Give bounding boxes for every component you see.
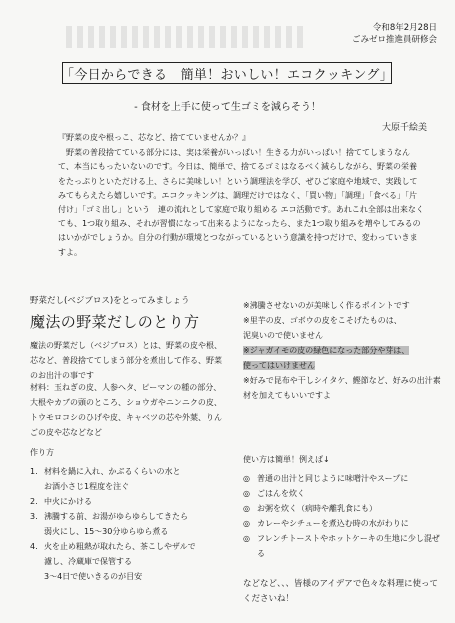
uses-header: 使い方は簡単！例えば↓ <box>243 455 330 464</box>
bullet-icon: ◎ <box>243 474 250 483</box>
faded-background-text <box>66 26 306 48</box>
step-text-cont: 弱火にし、15〜30分ゆらゆら煮る <box>44 527 169 536</box>
tip-text: 泥臭いので使いません <box>243 331 323 340</box>
step-text-cont: 濾し、冷蔵庫で保管する <box>44 557 132 566</box>
materials-text: 材料：玉ねぎの皮、人参ヘタ、ピーマンの種の部分、大根やカブの頭のところ、ショウガやニンニクの皮、トウモロコシのひげや皮、キャベツの芯や外葉、りんごの皮や芯などなど <box>30 383 222 437</box>
intro-lead: 『野菜の皮や根っこ、芯など、捨てていませんか？』 <box>58 133 250 142</box>
use-item <box>243 531 443 561</box>
description <box>30 338 226 383</box>
page-title: 「今日からできる 簡単！おいしい！エコクッキング」 <box>62 62 392 84</box>
step-item <box>30 464 230 494</box>
step-text: 火を止め粗熱が取れたら、茶こしやザルで <box>44 542 196 551</box>
bullet-icon: ◎ <box>243 534 250 543</box>
tip-text: ※好みで昆布や干しシイタケ、鰹節など、好みの出汁素材を加えてもいいですよ <box>243 376 441 400</box>
use-item <box>243 501 443 516</box>
step-number: 4. <box>30 542 38 551</box>
step-text: 中火にかける <box>44 497 92 506</box>
date: 令和8年2月28日 <box>372 23 437 33</box>
subtitle: - 食材を上手に使って生ゴミを減らそう！ <box>134 102 321 113</box>
intro-body: 野菜の普段捨てている部分には、実は栄養がいっぱい！生きる力がいっぱい！捨ててしまうなんて、本当にもったいないのです。今日は、簡単で、捨てるゴミはなるべく減らしながら、野菜の栄養をたっぷりといただける上、さらに美味しい！という調理法を学び、ぜひご家庭や地域で、実践してみてもらえたら嬉しいです。エコクッキングは、調理だけではなく、「買い物」「調理」「食べる」「片付け」「ゴミ出し」という 連の流れとして家庭で取り組める エコ活動です。あれこれ全部は出来なくても、1つ取り組み、それが習慣になって出来るようになったら、また1つ取り組みを増やしてみるのはいかがでしょうか。自分の行動が環境とつながっているという意識を持つだけで、変わっていきますよ。 <box>58 148 424 257</box>
step-number: 3. <box>30 512 38 521</box>
step-note: 3〜4日で使いきるのが目安 <box>44 572 143 581</box>
header-meta <box>352 22 437 46</box>
step-text: 沸騰する前、お湯がゆらゆらしてきたら <box>44 512 188 521</box>
step-text: 材料を鍋に入れ、かぶるくらいの水と <box>44 467 181 476</box>
step-item <box>30 494 230 509</box>
use-text: カレーやシチューを煮込む時の水がわりに <box>257 519 409 528</box>
description-text: 魔法の野菜だし（ベジブロス）とは、野菜の皮や根、芯など、普段捨ててしまう部分を煮出して作る、野菜のお出汁の事です <box>30 341 222 380</box>
steps-header: 作り方 <box>30 448 54 457</box>
steps-section <box>30 445 230 584</box>
bullet-icon: ◎ <box>243 489 250 498</box>
use-item <box>243 516 443 531</box>
bullet-icon: ◎ <box>243 519 250 528</box>
uses-section <box>243 452 443 561</box>
step-item <box>30 509 230 539</box>
use-item <box>243 471 443 486</box>
step-item <box>30 539 230 584</box>
section-label: 野菜だし(ベジブロス)をとってみましょう <box>30 296 190 306</box>
tips-section <box>243 298 443 403</box>
author: 大原千絵美 <box>381 123 427 133</box>
closing-text: などなど、、、皆様のアイデアで色々な料理に使ってくださいね！ <box>243 579 438 604</box>
step-number: 1. <box>30 467 38 476</box>
step-text-cont: お酒小さじ1程度を注ぐ <box>44 482 130 491</box>
intro-section <box>58 131 424 260</box>
step-number: 2. <box>30 497 38 506</box>
use-item <box>243 486 443 501</box>
use-text: 普通の出汁と同じように味噌汁やスープに <box>257 474 409 483</box>
use-text: フレンチトーストやホットケーキの生地に少し混ぜる <box>257 534 440 558</box>
highlighted-tip: ※ジャガイモの皮の緑色になった部分や芽は、 <box>243 346 410 355</box>
organization: ごみゼロ推進員研修会 <box>351 35 437 45</box>
section-title: 魔法の野菜だしのとり方 <box>30 313 200 331</box>
use-text: ごはんを炊く <box>257 489 305 498</box>
tip-text: ※沸騰させないのが美味しく作るポイントです <box>243 301 410 310</box>
bullet-icon: ◎ <box>243 504 250 513</box>
tip-text: ※里芋の皮、ゴボウの皮をこそげたものは、 <box>243 316 402 325</box>
highlighted-tip-cont: 使ってはいけません <box>243 361 315 370</box>
materials <box>30 380 226 440</box>
use-text: お粥を炊く（病時や離乳食にも） <box>257 504 377 513</box>
